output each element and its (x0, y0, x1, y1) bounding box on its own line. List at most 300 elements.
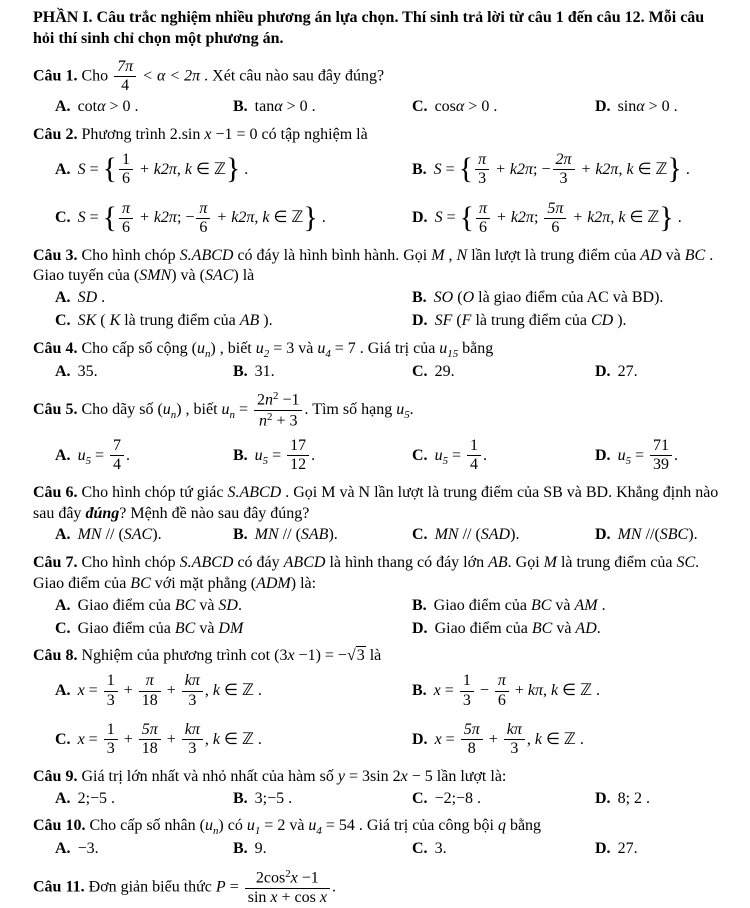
fraction-denominator (544, 218, 566, 237)
text-run: , (610, 209, 619, 227)
text-run: // ( (278, 526, 301, 544)
question-stem (33, 767, 724, 788)
text-run: 6 (497, 691, 506, 709)
text-run: . (240, 160, 249, 178)
math-fraction (504, 721, 525, 759)
text-run: = (91, 446, 109, 464)
math-variable: N (456, 246, 468, 264)
question-stem (33, 339, 724, 361)
fraction-denominator (245, 888, 330, 907)
option-label: A. (55, 526, 71, 544)
text-run: > 0 . (464, 98, 498, 116)
math-variable: π (199, 199, 208, 217)
answer-option[interactable] (412, 525, 595, 546)
math-variable: AM (574, 596, 598, 614)
math-variable: BC (174, 596, 196, 614)
text-run: = (234, 401, 253, 419)
answer-option[interactable] (412, 311, 724, 332)
text-run: là hình thang có đáy lớn (325, 554, 489, 572)
text-run: ) là (233, 267, 255, 285)
text-run: , (526, 730, 535, 748)
fraction-numerator (139, 672, 161, 690)
text-run: 6 (551, 219, 560, 237)
fraction-numerator (245, 868, 330, 888)
options-grid (55, 288, 724, 332)
text-run: 18 (141, 691, 158, 709)
option-label: C. (412, 446, 428, 464)
fraction-numerator (467, 437, 481, 455)
text-run: 3 (188, 740, 197, 758)
answer-option[interactable] (233, 362, 412, 383)
math-variable: α (455, 98, 465, 116)
text-run: 8 (467, 740, 476, 758)
math-variable: u (396, 401, 405, 419)
text-run: Giao điểm của (77, 596, 175, 614)
sqrt-radical (347, 646, 366, 664)
math-variable: u (196, 339, 205, 357)
answer-option[interactable] (55, 97, 233, 118)
option-label: C. (55, 311, 71, 329)
option-content (435, 363, 455, 380)
fraction-numerator (461, 721, 483, 739)
question-number: Câu 7. (33, 554, 82, 572)
subscript: n (170, 409, 177, 422)
text-run: 4 (121, 76, 130, 94)
text-run: , (204, 730, 213, 748)
math-fraction (139, 672, 161, 710)
fraction-numerator (475, 151, 489, 169)
option-label: B. (412, 289, 427, 307)
text-run: = 3 và (269, 339, 318, 357)
math-variable: x (204, 126, 212, 144)
math-variable: + k2π (212, 209, 255, 227)
answer-option[interactable] (55, 619, 412, 640)
right-brace: } (303, 200, 318, 234)
text-run: 12 (290, 456, 307, 474)
text-run: ∈ ℤ (633, 160, 668, 178)
answer-option[interactable] (55, 199, 412, 239)
text-run: ). (328, 526, 338, 544)
text-run: 6 (122, 170, 130, 188)
question (33, 483, 724, 546)
option-content (78, 526, 162, 543)
fraction-numerator (544, 200, 566, 218)
question-number: Câu 10. (33, 817, 90, 835)
fraction-numerator (495, 672, 509, 690)
text-run: ; − (176, 209, 195, 227)
math-variable: u (439, 339, 448, 357)
fraction-denominator (650, 455, 672, 474)
math-variable: α (636, 98, 645, 116)
math-fraction (119, 200, 133, 238)
fraction-numerator (110, 437, 124, 455)
text-run: // ( (101, 526, 124, 544)
radical-sign: √ (346, 647, 356, 665)
math-variable: u (254, 446, 263, 464)
math-variable: SK (77, 311, 97, 329)
math-variable: n (265, 391, 274, 409)
text-run: ∈ ℤ (192, 160, 226, 178)
text-run: 3 (478, 170, 487, 188)
option-content (434, 289, 664, 306)
answer-option[interactable] (412, 150, 724, 190)
option-label: A. (55, 98, 71, 116)
text-run: 3;−5 . (254, 789, 293, 807)
option-content (435, 790, 482, 807)
math-variable: 7π (117, 57, 134, 75)
answer-option[interactable] (412, 619, 724, 640)
answer-option[interactable] (233, 97, 412, 118)
fraction-numerator (104, 672, 118, 690)
text-run: 3 (106, 740, 115, 758)
math-variable: ABCD (283, 554, 326, 572)
math-variable: M (431, 246, 445, 264)
text-run: −3. (77, 840, 99, 858)
option-content (434, 597, 606, 614)
math-fraction (553, 151, 575, 189)
option-label: C. (55, 619, 71, 637)
option-content (78, 98, 139, 115)
text-run: Cho (81, 67, 113, 85)
text-run: = (85, 160, 103, 178)
text-run: 2.sin (169, 126, 205, 144)
answer-option[interactable] (233, 789, 412, 810)
text-run: Cho cấp số nhân ( (89, 817, 205, 835)
answer-option[interactable] (55, 789, 233, 810)
math-variable: α (97, 98, 106, 116)
fraction-denominator (139, 691, 161, 710)
text-run: 1 (470, 437, 479, 455)
option-label: C. (412, 362, 428, 380)
math-fraction (114, 58, 136, 96)
text-run: + cos (277, 888, 320, 906)
text-run: Giao điểm của (433, 596, 531, 614)
math-variable: x (77, 730, 85, 748)
text-run: . (597, 596, 606, 614)
superscript: 2 (267, 411, 273, 424)
math-variable: x (433, 681, 441, 699)
text-run: 31. (254, 362, 275, 380)
option-content (617, 437, 679, 474)
math-variable: SAD (480, 526, 511, 544)
math-variable: O (462, 289, 475, 307)
math-variable: + k2π (568, 209, 611, 227)
text-run: ). (152, 526, 162, 544)
option-label: A. (55, 789, 71, 807)
math-fraction (544, 200, 566, 238)
option-label: D. (595, 526, 611, 544)
text-run: cos (434, 98, 456, 116)
option-content (77, 437, 131, 474)
answer-option[interactable] (55, 839, 233, 860)
text-run: = (84, 681, 102, 699)
option-content (78, 620, 244, 637)
answer-option[interactable] (55, 436, 233, 476)
math-variable: x (287, 647, 295, 665)
text-run: − (475, 681, 493, 699)
option-content (255, 840, 267, 857)
text-run: có đáy là hình bình hành. Gọi (233, 246, 432, 264)
option-label: B. (233, 526, 248, 544)
math-variable: α (274, 98, 283, 116)
subscript: 1 (254, 825, 261, 838)
answer-option[interactable] (412, 436, 595, 476)
question-stem (33, 57, 724, 97)
subscript: 5 (625, 454, 631, 467)
right-brace: } (659, 200, 674, 234)
question-number: Câu 8. (33, 647, 82, 665)
math-variable: u (162, 401, 171, 419)
text-run: là trung điểm của (556, 554, 677, 572)
option-label: B. (233, 840, 248, 858)
superscript: 2 (285, 868, 291, 881)
text-run: . (331, 878, 336, 896)
answer-option[interactable] (595, 362, 724, 383)
math-variable: k (212, 730, 221, 748)
answer-option[interactable] (233, 839, 412, 860)
text-run: −2;−8 . (434, 789, 482, 807)
text-run: > 0 . (282, 98, 316, 116)
answer-option[interactable] (412, 596, 724, 617)
text-run: , (176, 160, 185, 178)
option-label: A. (55, 681, 71, 699)
math-fraction (119, 151, 133, 189)
text-run: có tập nghiệm là (261, 126, 368, 144)
option-label: D. (412, 311, 428, 329)
answer-option[interactable] (412, 288, 724, 309)
math-variable: u (204, 817, 213, 835)
answer-option[interactable] (233, 525, 412, 546)
text-run: = 3sin 2 (344, 767, 401, 785)
text-run: ) có (218, 817, 247, 835)
math-variable: BC (531, 619, 553, 637)
text-run: 3 (188, 691, 197, 709)
text-run: + (162, 730, 180, 748)
math-variable: k (618, 209, 626, 227)
answer-option[interactable] (412, 199, 724, 239)
math-variable: 5π (547, 199, 564, 217)
math-variable: MN (77, 526, 102, 544)
text-run: = (441, 730, 459, 748)
option-label: B. (233, 98, 248, 116)
math-variable: S.ABCD (227, 483, 282, 501)
math-variable: F (461, 311, 472, 329)
text-run: , (618, 160, 627, 178)
fraction-denominator (287, 455, 309, 474)
question (33, 867, 724, 908)
fraction-numerator (139, 721, 161, 739)
text-run: ∈ ℤ . (220, 681, 262, 699)
math-variable: DM (218, 619, 244, 637)
fraction-denominator (110, 455, 124, 474)
option-content (78, 312, 273, 329)
option-content (77, 150, 249, 188)
text-run: = 54 . Giá trị của công bội (321, 817, 498, 835)
text-run: 1 (462, 672, 471, 690)
text-run: . Tìm số hạng (304, 401, 397, 419)
math-fraction (495, 672, 509, 710)
text-run: . (673, 209, 682, 227)
subscript: 5 (262, 454, 269, 467)
math-variable: u (434, 446, 443, 464)
answer-option[interactable] (595, 525, 724, 546)
text-run: Cho cấp số cộng ( (81, 339, 197, 357)
math-variable: u (255, 339, 264, 357)
option-content (78, 289, 106, 306)
math-variable: BC (530, 596, 552, 614)
text-run: 2cos (255, 869, 286, 887)
math-fraction (245, 868, 330, 907)
text-run: . Gọi (507, 554, 544, 572)
answer-option[interactable] (412, 97, 595, 118)
text-run: Cho hình chóp (81, 246, 180, 264)
math-variable: k (626, 160, 634, 178)
option-label: B. (233, 362, 248, 380)
options-grid (55, 436, 724, 476)
text-run: ) là: (290, 575, 317, 593)
answer-option[interactable] (412, 671, 724, 711)
text-run: = (442, 209, 460, 227)
subscript: 5 (442, 454, 448, 467)
text-run: = 7 . Giá trị của (330, 339, 440, 357)
math-fraction (476, 200, 490, 238)
text-run: 6 (122, 219, 130, 237)
answer-option[interactable] (412, 720, 724, 760)
math-variable: + k2π (135, 160, 177, 178)
subscript: 5 (404, 409, 410, 422)
fraction-numerator (476, 200, 490, 218)
radical-argument: 3 (356, 647, 365, 665)
text-run: ( (452, 311, 462, 329)
text-run: ) , biết (210, 339, 256, 357)
option-label: C. (55, 209, 71, 227)
answer-option[interactable] (55, 525, 233, 546)
text-run: > 0 . (105, 98, 139, 116)
text-run: + (484, 730, 502, 748)
text-run: Cho hình chóp tứ giác (81, 483, 228, 501)
question (33, 125, 724, 238)
answer-option[interactable] (412, 789, 595, 810)
answer-option[interactable] (55, 362, 233, 383)
text-run: 6 (199, 219, 208, 237)
math-fraction (196, 200, 210, 238)
math-variable: SMN (139, 267, 172, 285)
option-label: C. (412, 840, 428, 858)
math-variable: x (319, 888, 327, 906)
text-run: . Xét câu nào sau đây đúng? (200, 67, 385, 85)
answer-option[interactable] (412, 839, 595, 860)
option-label: C. (412, 526, 428, 544)
text-run: 3 (510, 740, 519, 758)
text-run: với mặt phẳng ( (150, 575, 257, 593)
math-variable: SAC (123, 526, 153, 544)
math-variable: π (478, 150, 487, 168)
fraction-denominator (182, 691, 203, 710)
option-content (255, 363, 275, 380)
math-fraction (110, 437, 124, 475)
answer-option[interactable] (233, 436, 412, 476)
answer-option[interactable] (595, 97, 724, 118)
option-content (435, 840, 447, 857)
text-run: + (119, 681, 137, 699)
math-fraction (467, 437, 481, 475)
text-run: // ( (458, 526, 481, 544)
math-variable: u (221, 401, 230, 419)
text-run: −1 = 0 (211, 126, 262, 144)
answer-option[interactable] (55, 288, 412, 309)
text-run: ). (259, 311, 273, 329)
answer-option[interactable] (595, 789, 724, 810)
answer-option[interactable] (55, 720, 412, 760)
math-variable: ADM (256, 575, 291, 593)
math-variable: π (145, 672, 154, 690)
option-label: D. (595, 362, 611, 380)
question (33, 246, 724, 332)
text-run: Giao điểm của (77, 619, 175, 637)
text-run: = (268, 446, 286, 464)
answer-option[interactable] (55, 150, 412, 190)
options-grid (55, 525, 724, 546)
text-run: + (510, 681, 528, 699)
fraction-numerator (119, 200, 133, 218)
text-run: //( (641, 526, 660, 544)
text-run: −1 (297, 869, 319, 887)
option-label: B. (412, 681, 427, 699)
text-run: . (596, 619, 601, 637)
math-variable: < α < 2π (138, 67, 201, 85)
text-run: = (441, 160, 459, 178)
text-run: , (543, 681, 552, 699)
text-run: và (552, 619, 576, 637)
math-variable: + k2π (492, 209, 534, 227)
text-run: . (97, 289, 106, 307)
answer-option[interactable] (55, 311, 412, 332)
option-label: A. (55, 362, 71, 380)
text-run: sin (617, 98, 637, 116)
answer-option[interactable] (595, 839, 724, 860)
math-variable: k (534, 730, 542, 748)
math-variable: SD (77, 289, 98, 307)
math-variable: 5π (463, 721, 480, 739)
math-variable: u (246, 817, 255, 835)
text-run: ) và ( (171, 267, 205, 285)
text-run: ). (613, 311, 627, 329)
text-run: ( (453, 289, 463, 307)
option-label: D. (412, 730, 428, 748)
answer-option[interactable] (595, 436, 724, 476)
text-run: 17 (290, 437, 307, 455)
superscript: 2 (273, 390, 279, 403)
answer-option[interactable] (55, 596, 412, 617)
text-run: , (254, 209, 263, 227)
text-run: ∈ ℤ . (541, 730, 584, 748)
text-run: = (85, 209, 103, 227)
math-variable: SD (218, 596, 238, 614)
text-run: và (195, 619, 219, 637)
answer-option[interactable] (55, 671, 412, 711)
option-label: C. (55, 730, 71, 748)
text-run: 2;−5 . (77, 789, 116, 807)
fraction-denominator (139, 739, 161, 758)
math-variable: BC (684, 246, 706, 264)
text-run: bằng (505, 817, 542, 835)
question-number: Câu 1. (33, 67, 82, 85)
text-run: Nghiệm của phương trình (81, 647, 251, 665)
option-content (78, 363, 98, 380)
math-variable: q (497, 817, 506, 835)
answer-option[interactable] (412, 362, 595, 383)
option-content (78, 597, 242, 614)
